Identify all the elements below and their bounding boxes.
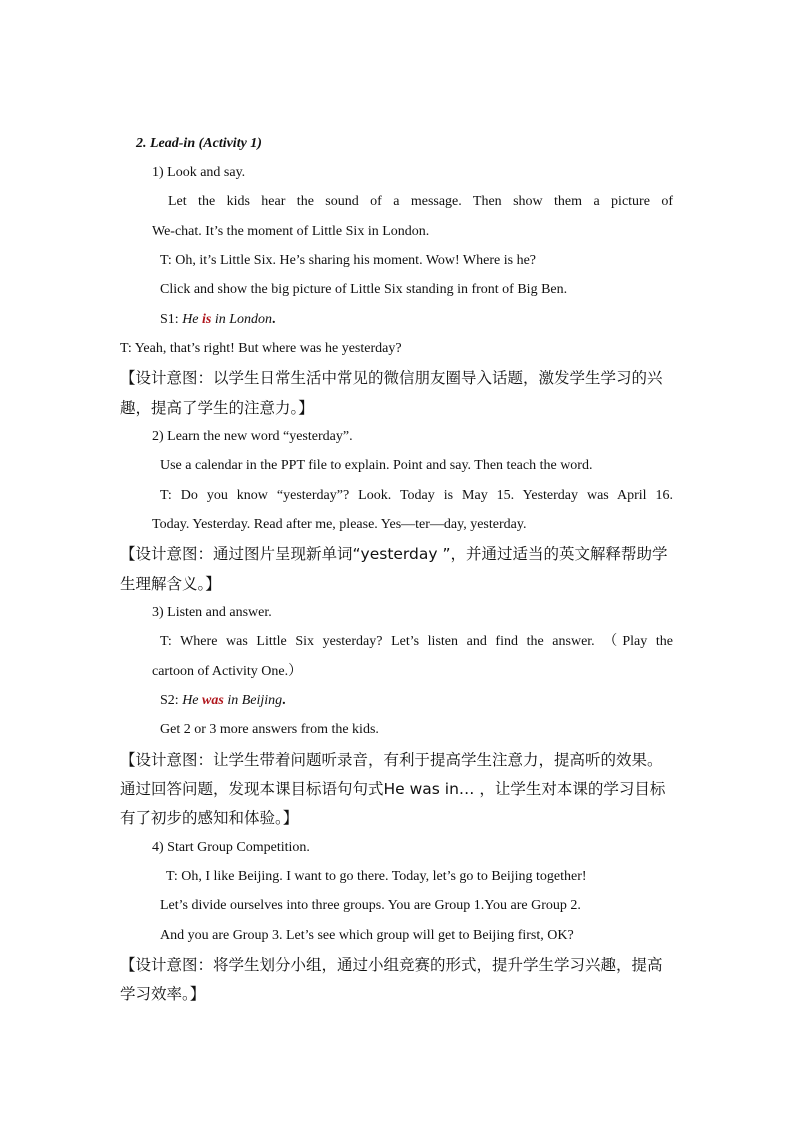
- design-note-3-line-2: 通过回答问题，发现本课目标语句句式He was in… ，让学生对本课的学习目标: [120, 780, 666, 798]
- step-2-instruction: Use a calendar in the PPT file to explain. Point and say. Then teach the word.: [160, 458, 593, 473]
- speaker-label: S1:: [160, 312, 183, 327]
- step-4-teacher-line-1: T: Oh, I like Beijing. I want to go there. Today, let’s go to Beijing together!: [166, 869, 587, 884]
- step-1-paragraph-line-2: We-chat. It’s the moment of Little Six in London.: [152, 224, 430, 239]
- design-note-3-line-3: 有了初步的感知和体验。】: [120, 809, 299, 827]
- design-note-1-line-2: 趣，提高了学生的注意力。】: [120, 399, 314, 417]
- step-3-instruction: Get 2 or 3 more answers from the kids.: [160, 722, 379, 737]
- design-note-2-line-2: 生理解含义。】: [120, 575, 221, 593]
- step-4-teacher-line-3: And you are Group 3. Let’s see which group will get to Beijing first, OK?: [160, 928, 574, 943]
- answer-period: .: [282, 693, 286, 708]
- design-note-4-line-2: 学习效率。】: [120, 985, 206, 1003]
- design-note-3-line-1: 【设计意图：让学生带着问题听录音，有利于提高学生注意力，提高听的效果。: [120, 751, 663, 769]
- step-3-title: 3) Listen and answer.: [152, 605, 272, 620]
- design-note-4-line-1: 【设计意图：将学生划分小组，通过小组竞赛的形式，提升学生学习兴趣，提高: [120, 956, 663, 974]
- teacher-line-2: T: Yeah, that’s right! But where was he yesterday?: [120, 341, 402, 356]
- teacher-line-1: T: Oh, it’s Little Six. He’s sharing his moment. Wow! Where is he?: [160, 253, 536, 268]
- answer-text: in London: [211, 312, 273, 327]
- answer-text: in Beijing: [223, 693, 283, 708]
- design-note-1-line-1: 【设计意图：以学生日常生活中常见的微信朋友圈导入话题，激发学生学习的兴: [120, 369, 663, 387]
- section-heading: 2. Lead-in (Activity 1): [136, 136, 262, 151]
- step-2-teacher-line-1: T: Do you know “yesterday”? Look. Today is May 15. Yesterday was April 16.: [160, 488, 673, 503]
- step-4-teacher-line-2: Let’s divide ourselves into three groups. You are Group 1.You are Group 2.: [160, 898, 581, 913]
- highlight-verb-was: was: [202, 693, 224, 708]
- answer-period: .: [272, 312, 276, 327]
- step-2-title: 2) Learn the new word “yesterday”.: [152, 429, 353, 444]
- answer-text: He: [182, 693, 203, 708]
- highlight-verb-is: is: [202, 312, 212, 327]
- step-4-title: 4) Start Group Competition.: [152, 840, 310, 855]
- speaker-label: S2:: [160, 693, 183, 708]
- step-1-paragraph-line-1: Let the kids hear the sound of a message. Then show them a picture of: [168, 194, 673, 209]
- design-note-2-line-1: 【设计意图：通过图片呈现新单词“yesterday ”，并通过适当的英文解释帮助学: [120, 545, 668, 563]
- student-1-answer: [160, 310, 276, 330]
- instruction-click: Click and show the big picture of Little Six standing in front of Big Ben.: [160, 282, 568, 297]
- step-2-teacher-line-2: Today. Yesterday. Read after me, please. Yes—ter—day, yesterday.: [152, 517, 527, 532]
- step-3-teacher-line-2: cartoon of Activity One.）: [152, 664, 303, 679]
- student-2-answer: [160, 691, 286, 711]
- answer-text: He: [182, 312, 203, 327]
- step-3-teacher-line-1: T: Where was Little Six yesterday? Let’s listen and find the answer. （Play the: [160, 634, 673, 649]
- step-1-title: 1) Look and say.: [152, 165, 246, 180]
